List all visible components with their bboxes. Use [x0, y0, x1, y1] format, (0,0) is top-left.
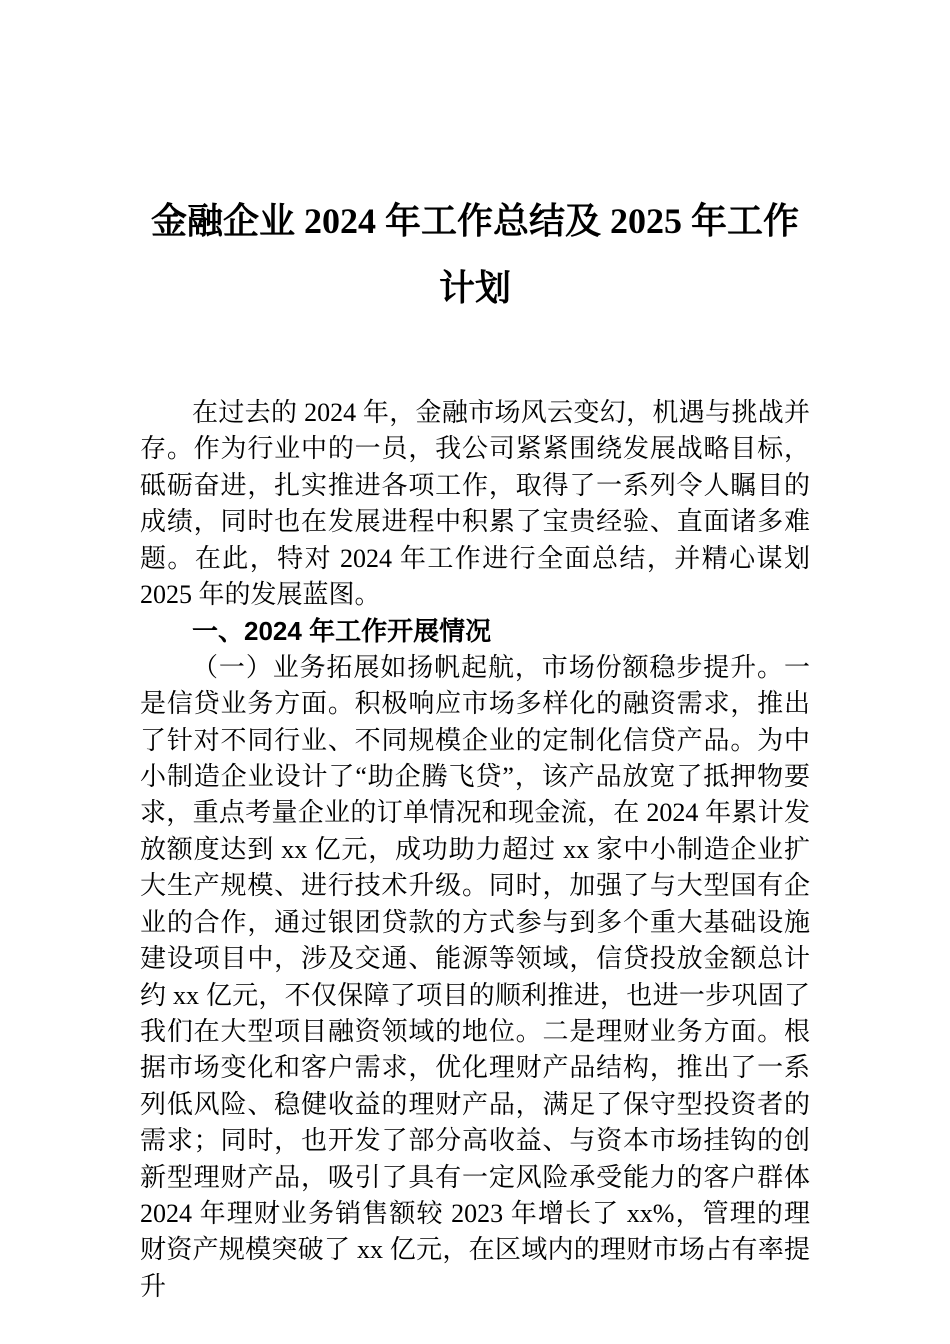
- section-heading: 一、2024 年工作开展情况: [192, 616, 492, 647]
- intro-paragraph: 在过去的 2024 年，金融市场风云变幻，机遇与挑战并存。作为行业中的一员，我公司紧紧围绕发展战略目标，砥砺奋进，扎实推进各项工作，取得了一系列令人瞩目的成绩，同时也在发展进程中积累了宝贵经验、直面诸多难题。在此，特对 2024 年工作进行全面总结，并精心谋划 2025 年的发展蓝图。: [140, 398, 810, 610]
- subsection-run-in-heading: （一）业务拓展如扬帆起航，市场份额稳步提升。: [192, 652, 784, 682]
- section-paragraph: [140, 650, 810, 1305]
- section-body-text: 一是信贷业务方面。积极响应市场多样化的融资需求，推出了针对不同行业、不同规模企业的定制化信贷产品。为中小制造企业设计了“助企腾飞贷”，该产品放宽了抵押物要求，重点考量企业的订单情况和现金流，在 2024 年累计发放额度达到 xx 亿元，成功助力超过 xx 家中小制造企业扩大生产规模、进行技术升级。同时，加强了与大型国有企业的合作，通过银团贷款的方式参与到多个重大基础设施建设项目中，涉及交通、能源等领域，信贷投放金额总计约 xx 亿元，不仅保障了项目的顺利推进，也进一步巩固了我们在大型项目融资领域的地位。二是理财业务方面。根据市场变化和客户需求，优化理财产品结构，推出了一系列低风险、稳健收益的理财产品，满足了保守型投资者的需求；同时，也开发了部分高收益、与资本市场挂钩的创新型理财产品，吸引了具有一定风险承受能力的客户群体 2024 年理财业务销售额较 2023 年增长了 xx%，管理的理财资产规模突破了 xx 亿元，在区域内的理财市场占有率提升: [140, 652, 810, 1301]
- document-title: 金融企业 2024 年工作总结及 2025 年工作计划: [150, 201, 799, 308]
